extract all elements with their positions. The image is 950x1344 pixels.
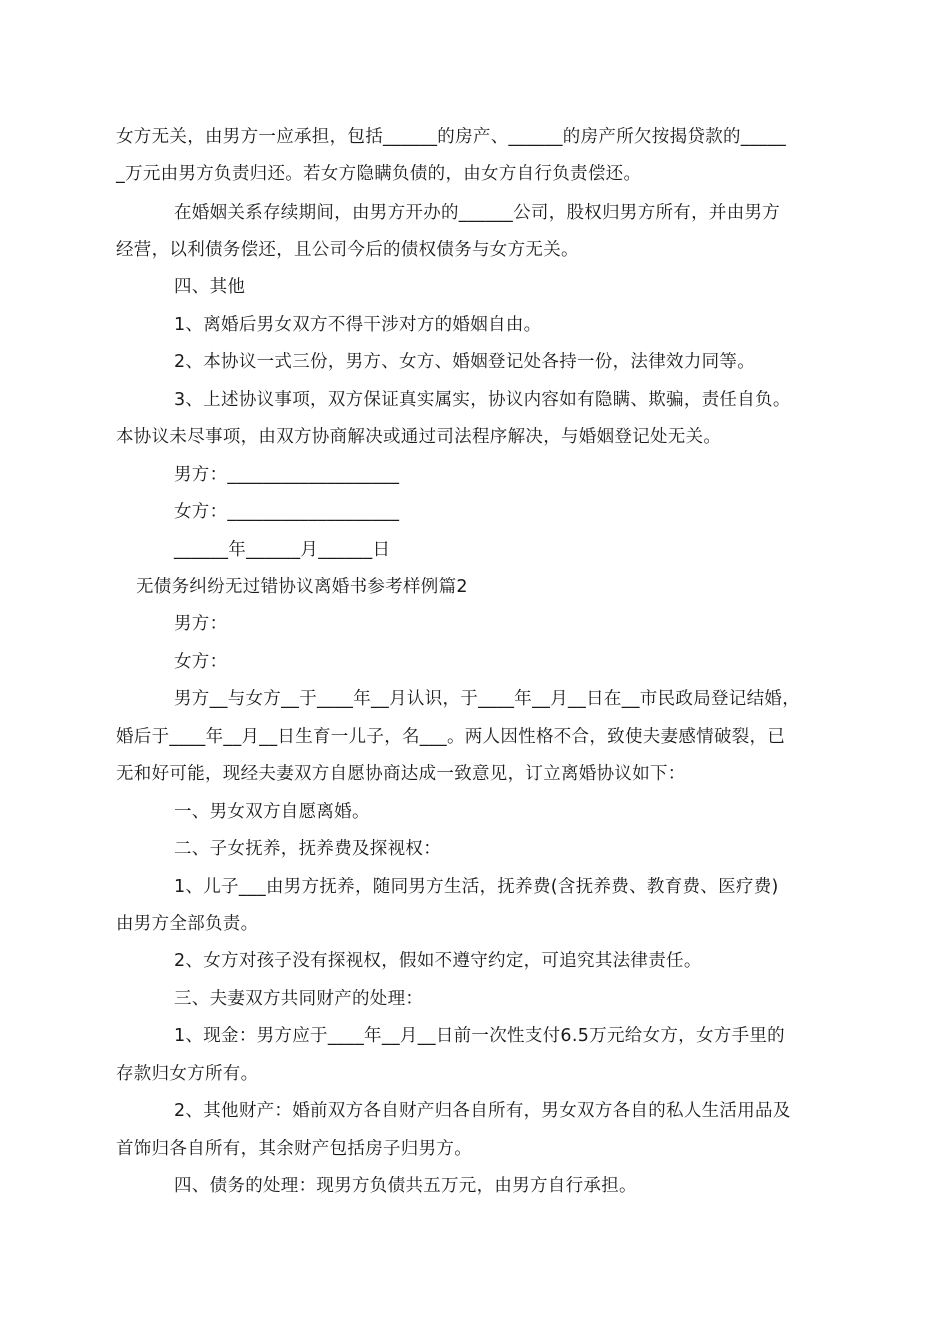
paragraph-line: 男方__与女方__于____年__月认识，于____年__月__日在__市民政局登记结婚， <box>174 689 800 709</box>
date-line: ______年______月______日 <box>174 540 391 560</box>
list-item: 3、上述协议事项，双方保证真实属实，协议内容如有隐瞒、欺骗，责任自负。 <box>174 390 791 410</box>
paragraph-line: 本协议未尽事项，由双方协商解决或通过司法程序解决，与婚姻登记处无关。 <box>116 427 722 447</box>
paragraph-line: 经营，以利债务偿还，且公司今后的债权债务与女方无关。 <box>116 240 579 260</box>
section-heading: 二、子女抚养，抚养费及探视权： <box>174 839 441 859</box>
party-female: 女方： <box>174 652 228 672</box>
paragraph-line: 婚后于____年__月__日生育一儿子，名___。两人因性格不合，致使夫妻感情破裂，已 <box>116 727 786 747</box>
paragraph-line: 无和好可能，现经夫妻双方自愿协商达成一致意见，订立离婚协议如下： <box>116 764 686 784</box>
section-heading: 一、男女双方自愿离婚。 <box>174 802 370 822</box>
list-item: 2、女方对孩子没有探视权，假如不遵守约定，可追究其法律责任。 <box>174 951 702 971</box>
list-item: 2、其他财产：婚前双方各自财产归各自所有，男女双方各自的私人生活用品及 <box>174 1101 791 1121</box>
signature-female: 女方：___________________ <box>174 502 400 522</box>
paragraph-line: 存款归女方所有。 <box>116 1064 259 1084</box>
paragraph-line: _万元由男方负责归还。若女方隐瞒负债的，由女方自行负责偿还。 <box>116 164 642 184</box>
list-item: 1、离婚后男女双方不得干涉对方的婚姻自由。 <box>174 315 542 335</box>
section-heading: 四、债务的处理：现男方负债共五万元，由男方自行承担。 <box>174 1176 637 1196</box>
section-heading: 三、夫妻双方共同财产的处理： <box>174 989 424 1009</box>
list-item: 1、现金：男方应于____年__月__日前一次性支付6.5万元给女方，女方手里的 <box>174 1026 785 1046</box>
list-item: 1、儿子___由男方抚养，随同男方生活，抚养费(含抚养费、教育费、医疗费) <box>174 877 779 897</box>
list-item: 2、本协议一式三份，男方、女方、婚姻登记处各持一份，法律效力同等。 <box>174 352 756 372</box>
paragraph-line: 在婚姻关系存续期间，由男方开办的______公司，股权归男方所有，并由男方 <box>174 203 781 223</box>
section-title: 无债务纠纷无过错协议离婚书参考样例篇2 <box>136 577 468 597</box>
signature-male: 男方：___________________ <box>174 465 400 485</box>
party-male: 男方： <box>174 614 228 634</box>
paragraph-line: 首饰归各自所有，其余财产包括房子归男方。 <box>116 1139 472 1159</box>
paragraph-line: 女方无关，由男方一应承担，包括______的房产、______的房产所欠按揭贷款的_____ <box>116 127 787 147</box>
paragraph-line: 由男方全部负责。 <box>116 914 259 934</box>
section-heading: 四、其他 <box>174 277 246 297</box>
